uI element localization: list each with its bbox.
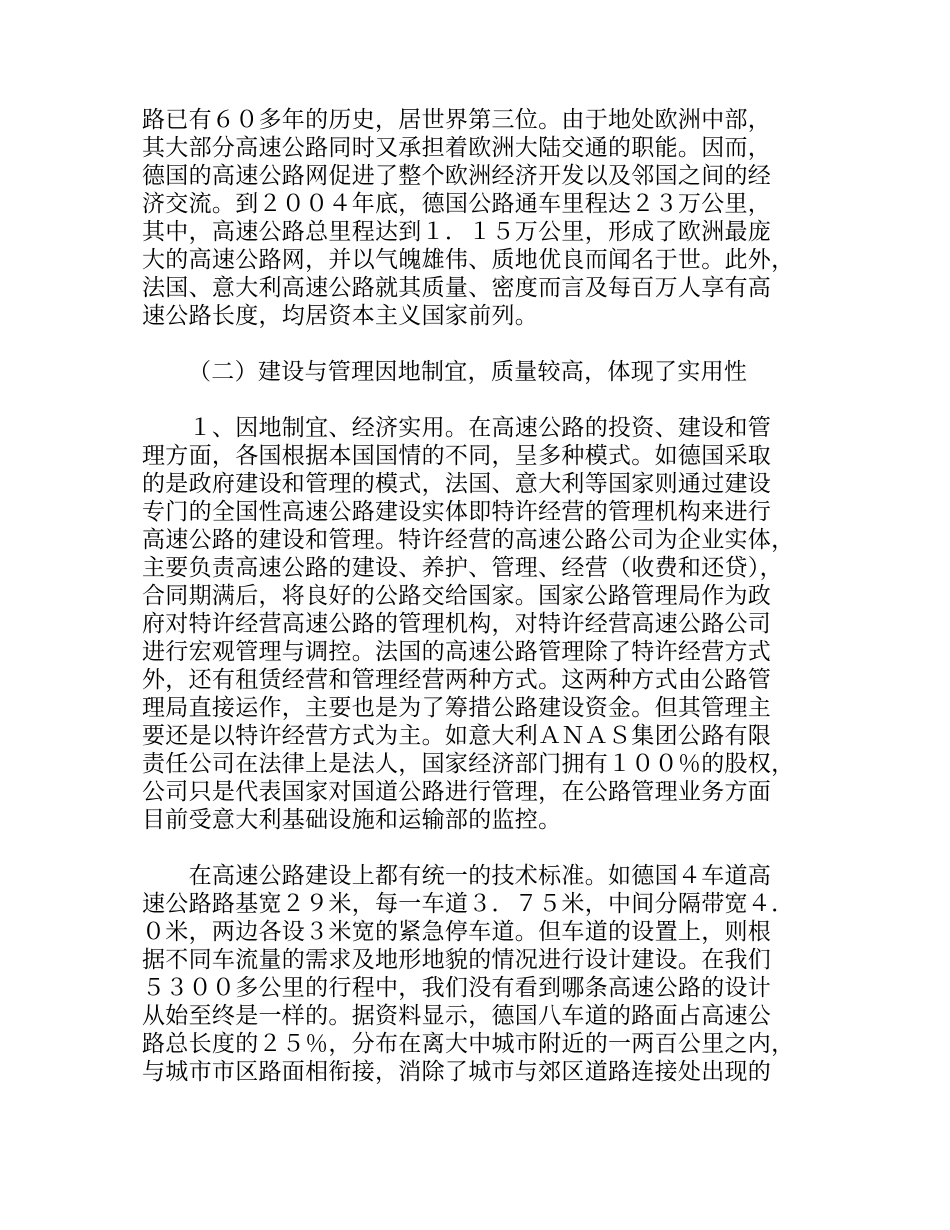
paragraph-management [142, 414, 810, 834]
text-line: ５３００多公里的行程中，我们没有看到哪条高速公路的设计 [142, 975, 772, 1001]
text-line: 据不同车流量的需求及地形地貌的情况进行设计建设。在我们 [142, 947, 772, 973]
section-heading [142, 358, 810, 386]
text-line: 速公路路基宽２９米，每一车道３．７５米，中间分隔带宽４． [142, 891, 795, 917]
paragraph-standards [142, 862, 810, 1086]
text-line: 的是政府建设和管理的模式，法国、意大利等国家则通过建设 [142, 471, 772, 497]
text-line: 府对特许经营高速公路的管理机构，对特许经营高速公路公司 [142, 611, 772, 637]
text-line: 路总长度的２５％，分布在离大中城市附近的一两百公里之内， [142, 1031, 795, 1057]
paragraph-spacer [142, 386, 810, 414]
text-line: 高速公路的建设和管理。特许经营的高速公路公司为企业实体， [142, 527, 795, 553]
text-line: 在高速公路建设上都有统一的技术标准。如德国４车道高 [142, 863, 772, 889]
text-line: 其大部分高速公路同时又承担着欧洲大陆交通的职能。因而， [142, 135, 772, 161]
text-line: 公司只是代表国家对国道公路进行管理，在公路管理业务方面 [142, 779, 772, 805]
text-line: 进行宏观管理与调控。法国的高速公路管理除了特许经营方式 [142, 639, 772, 665]
text-line: １、因地制宜、经济实用。在高速公路的投资、建设和管 [142, 415, 772, 441]
text-line: 与城市市区路面相衔接，消除了城市与郊区道路连接处出现的 [142, 1059, 772, 1085]
text-line: 从始至终是一样的。据资料显示，德国八车道的路面占高速公 [142, 1003, 772, 1029]
text-line: 主要负责高速公路的建设、养护、管理、经营（收费和还贷）， [142, 555, 783, 581]
text-line: 目前受意大利基础设施和运输部的监控。 [142, 807, 562, 833]
text-line: 法国、意大利高速公路就其质量、密度而言及每百万人享有高 [142, 275, 772, 301]
paragraph-spacer [142, 330, 810, 358]
text-line: ０米，两边各设３米宽的紧急停车道。但车道的设置上，则根 [142, 919, 772, 945]
text-line: 德国的高速公路网促进了整个欧洲经济开发以及邻国之间的经 [142, 163, 772, 189]
text-line: 外，还有租赁经营和管理经营两种方式。这两种方式由公路管 [142, 667, 772, 693]
heading-text: （二）建设与管理因地制宜，质量较高，体现了实用性 [188, 359, 748, 385]
text-line: 大的高速公路网，并以气魄雄伟、质地优良而闻名于世。此外， [142, 247, 795, 273]
paragraph-history [142, 106, 810, 330]
text-line: 速公路长度，均居资本主义国家前列。 [142, 303, 539, 329]
document-page [142, 106, 810, 1086]
text-line: 路已有６０多年的历史，居世界第三位。由于地处欧洲中部， [142, 107, 772, 133]
text-line: 合同期满后，将良好的公路交给国家。国家公路管理局作为政 [142, 583, 772, 609]
text-line: 其中，高速公路总里程达到１．１５万公里，形成了欧洲最庞 [142, 219, 772, 245]
text-line: 要还是以特许经营方式为主。如意大利ＡＮＡＳ集团公路有限 [142, 723, 772, 749]
text-line: 理方面，各国根据本国国情的不同，呈多种模式。如德国采取 [142, 443, 772, 469]
text-line: 专门的全国性高速公路建设实体即特许经营的管理机构来进行 [142, 499, 772, 525]
text-line: 理局直接运作，主要也是为了筹措公路建设资金。但其管理主 [142, 695, 772, 721]
text-line: 济交流。到２００４年底，德国公路通车里程达２３万公里， [142, 191, 772, 217]
text-line: 责任公司在法律上是法人，国家经济部门拥有１００％的股权， [142, 751, 795, 777]
paragraph-spacer [142, 834, 810, 862]
